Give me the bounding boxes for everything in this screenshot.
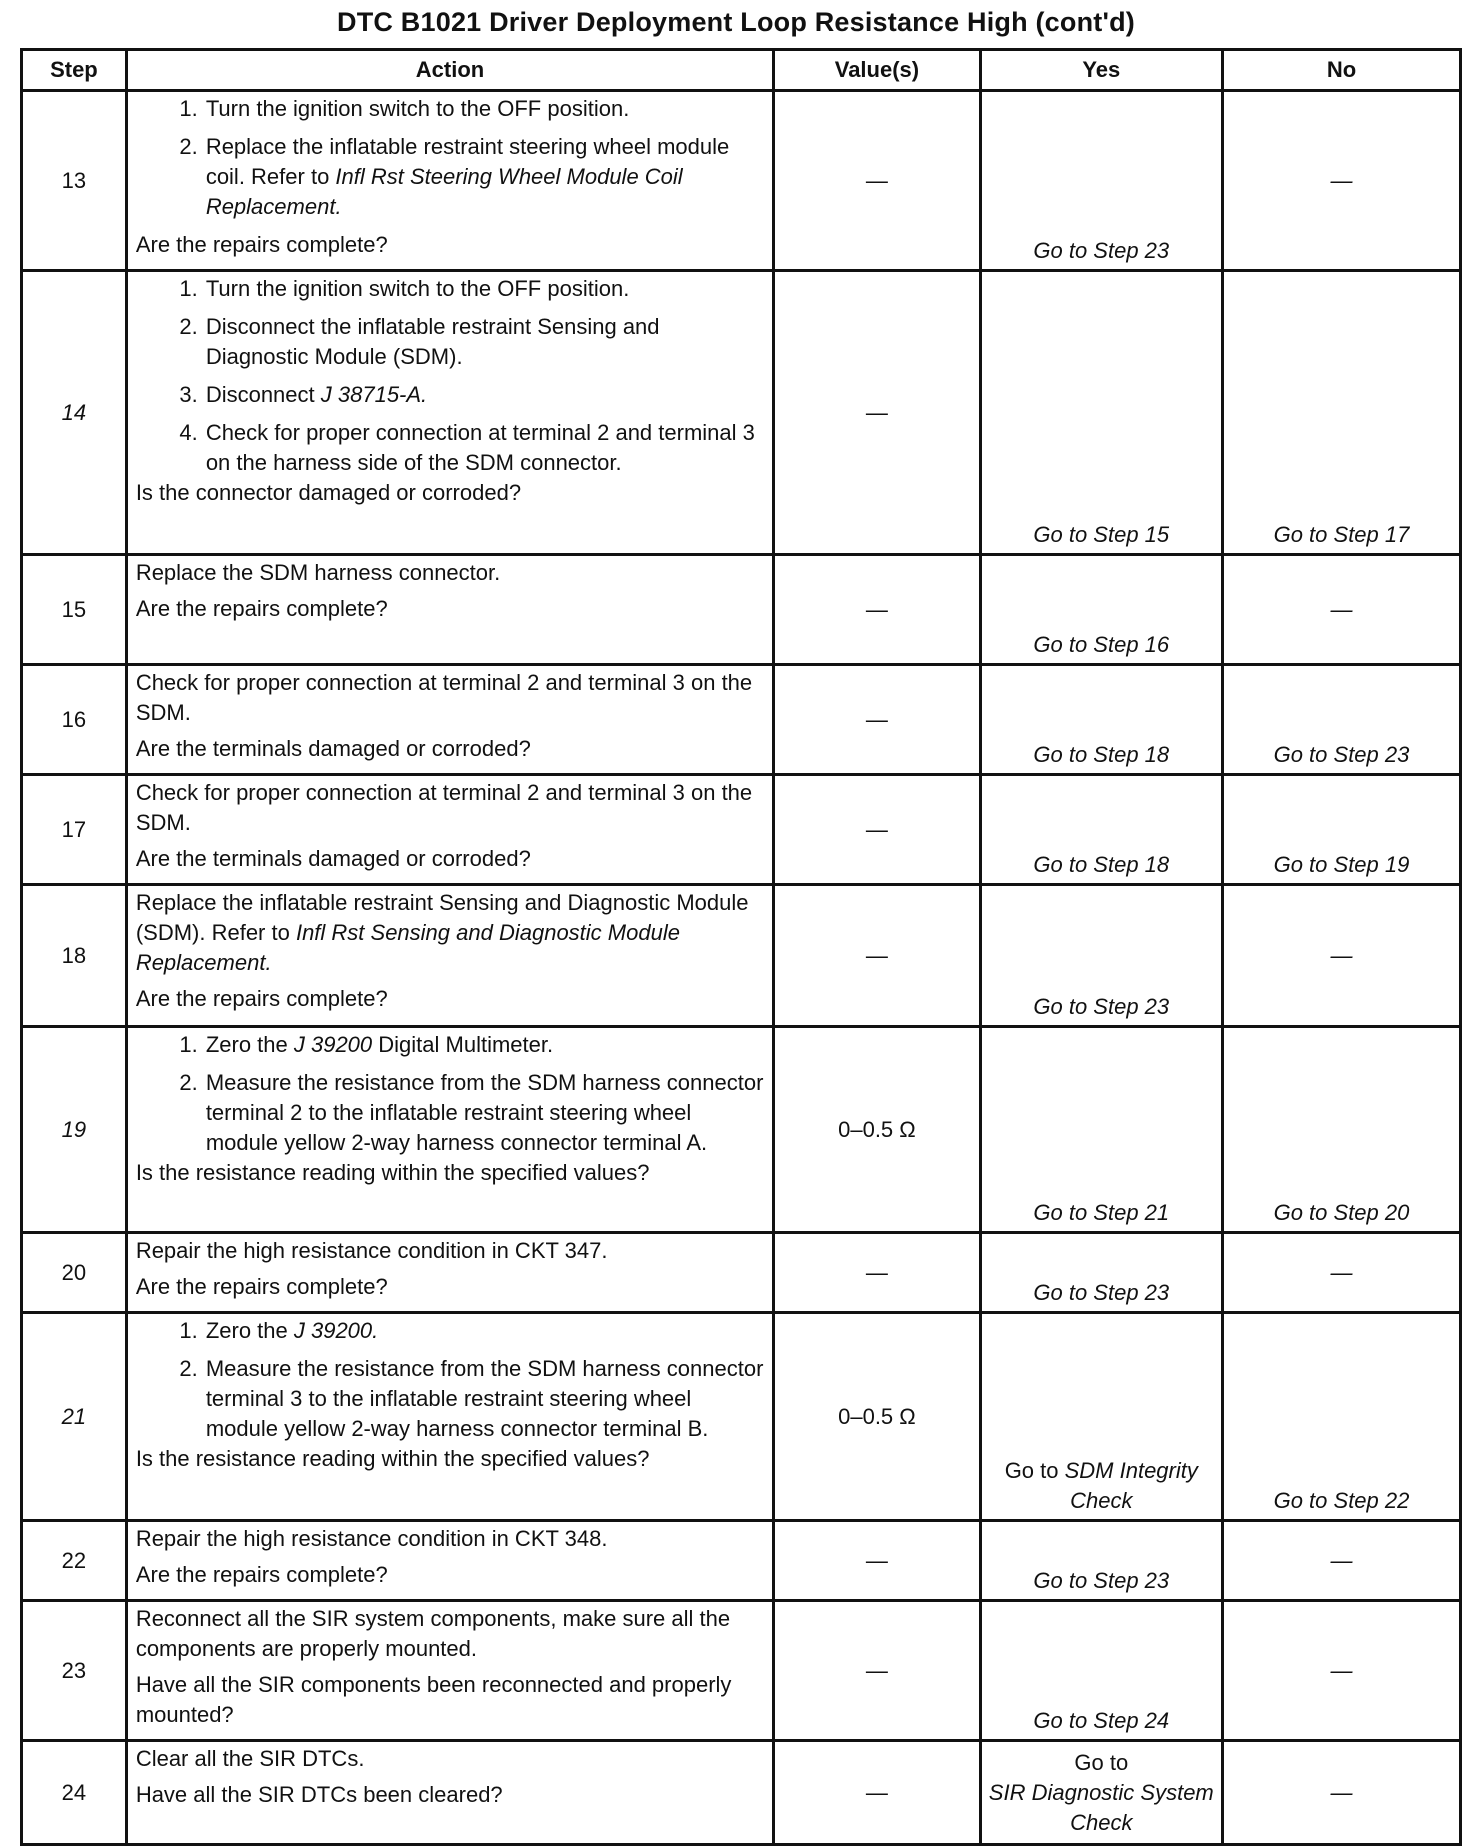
value-cell: —	[774, 91, 980, 271]
table-row	[22, 1027, 1461, 1233]
table-row	[22, 91, 1461, 271]
action-item: 1. Zero the J 39200 Digital Multimeter.	[204, 1030, 764, 1060]
no-cell: —	[1222, 1741, 1460, 1845]
table-row	[22, 1313, 1461, 1521]
step-number: 17	[22, 775, 127, 885]
reference-link: Infl Rst Steering Wheel Module Coil Replacement.	[205, 164, 683, 219]
yes-cell: Go to Step 18	[980, 665, 1222, 775]
yes-cell: Go to Step 21	[980, 1027, 1222, 1233]
step-number: 20	[22, 1233, 127, 1313]
step-number: 24	[22, 1741, 127, 1845]
step-number: 16	[22, 665, 127, 775]
table-row	[22, 1741, 1461, 1845]
table-row	[22, 1521, 1461, 1601]
yes-cell: Go to Step 18	[980, 775, 1222, 885]
action-cell	[126, 1521, 773, 1601]
action-item: 2. Disconnect the inflatable restraint Sensing and Diagnostic Module (SDM).	[204, 312, 764, 372]
question: Are the terminals damaged or corroded?	[135, 736, 531, 761]
question: Are the repairs complete?	[135, 1274, 388, 1299]
yes-cell: Go to Step 23	[980, 91, 1222, 271]
action-text: Reconnect all the SIR system components, make sure all the components are properly mounted.	[135, 1606, 731, 1661]
tool-reference: J 39200	[293, 1032, 373, 1057]
no-cell: —	[1222, 1233, 1460, 1313]
action-cell	[126, 1313, 773, 1521]
question: Are the repairs complete?	[135, 1562, 388, 1587]
action-cell	[126, 775, 773, 885]
action-cell	[126, 91, 773, 271]
yes-cell: Go to SDM Integrity Check	[980, 1313, 1222, 1521]
question: Are the terminals damaged or corroded?	[135, 846, 531, 871]
tool-reference: J 39200.	[293, 1318, 379, 1343]
value-cell: —	[774, 1233, 980, 1313]
question: Are the repairs complete?	[135, 232, 388, 257]
step-number: 19	[22, 1027, 127, 1233]
no-cell: Go to Step 19	[1222, 775, 1460, 885]
question: Is the resistance reading within the specified values?	[135, 1160, 650, 1185]
value-cell: —	[774, 271, 980, 555]
table-row	[22, 665, 1461, 775]
action-text: Replace the inflatable restraint Sensing and Diagnostic Module (SDM). Refer to Infl Rst Sensing and Diagnostic Module Replacement.	[135, 890, 749, 975]
action-cell	[126, 665, 773, 775]
step-number: 13	[22, 91, 127, 271]
action-item: 1. Turn the ignition switch to the OFF position.	[204, 274, 764, 304]
step-number: 23	[22, 1601, 127, 1741]
value-cell: —	[774, 555, 980, 665]
question: Is the resistance reading within the specified values?	[135, 1446, 650, 1471]
no-cell: —	[1222, 91, 1460, 271]
header-values: Value(s)	[774, 50, 980, 91]
step-number: 14	[22, 271, 127, 555]
action-text: Replace the SDM harness connector.	[135, 560, 501, 585]
action-cell	[126, 1741, 773, 1845]
action-item: 1. Turn the ignition switch to the OFF position.	[204, 94, 764, 124]
step-number: 15	[22, 555, 127, 665]
yes-cell: Go to Step 23	[980, 885, 1222, 1027]
action-text: Repair the high resistance condition in CKT 347.	[135, 1238, 608, 1263]
action-item: 2. Replace the inflatable restraint steering wheel module coil. Refer to Infl Rst Steering Wheel Module Coil Replacement.	[204, 132, 764, 222]
reference-link: Infl Rst Sensing and Diagnostic Module Replacement.	[135, 920, 680, 975]
table-row	[22, 271, 1461, 555]
yes-cell: Go to Step 23	[980, 1233, 1222, 1313]
action-text: Check for proper connection at terminal 2 and terminal 3 on the SDM.	[135, 670, 753, 725]
header-action: Action	[126, 50, 773, 91]
header-yes: Yes	[980, 50, 1222, 91]
no-cell: Go to Step 17	[1222, 271, 1460, 555]
no-cell: —	[1222, 1521, 1460, 1601]
question: Is the connector damaged or corroded?	[135, 480, 522, 505]
no-cell: Go to Step 23	[1222, 665, 1460, 775]
action-text: Repair the high resistance condition in CKT 348.	[135, 1526, 608, 1551]
header-row	[22, 50, 1461, 91]
value-cell: 0–0.5 Ω	[774, 1313, 980, 1521]
no-cell: —	[1222, 885, 1460, 1027]
tool-reference: J 38715-A.	[320, 382, 428, 407]
question: Are the repairs complete?	[135, 986, 388, 1011]
value-cell: —	[774, 1601, 980, 1741]
no-cell: —	[1222, 555, 1460, 665]
question: Are the repairs complete?	[135, 596, 388, 621]
value-cell: —	[774, 1741, 980, 1845]
action-cell	[126, 885, 773, 1027]
page-title: DTC B1021 Driver Deployment Loop Resistance High (cont'd)	[337, 7, 1135, 37]
header-no: No	[1222, 50, 1460, 91]
action-cell	[126, 1027, 773, 1233]
yes-cell: Go to Step 24	[980, 1601, 1222, 1741]
yes-cell: Go to Step 23	[980, 1521, 1222, 1601]
yes-cell: Go to SIR Diagnostic System Check	[980, 1741, 1222, 1845]
table-row	[22, 1233, 1461, 1313]
action-cell	[126, 555, 773, 665]
reference-link: SIR Diagnostic System Check	[988, 1779, 1214, 1835]
header-step: Step	[22, 50, 127, 91]
action-cell	[126, 271, 773, 555]
step-number: 22	[22, 1521, 127, 1601]
no-cell: Go to Step 20	[1222, 1027, 1460, 1233]
action-item: 3. Disconnect J 38715-A.	[204, 380, 764, 410]
action-text: Clear all the SIR DTCs.	[135, 1746, 365, 1771]
diagnostic-table	[20, 48, 1462, 1846]
action-item: 2. Measure the resistance from the SDM harness connector terminal 3 to the inflatable restraint steering wheel module yellow 2-way harness connector terminal B.	[204, 1354, 764, 1444]
reference-link: SDM Integrity Check	[1064, 1458, 1198, 1513]
yes-cell: Go to Step 16	[980, 555, 1222, 665]
value-cell: —	[774, 1521, 980, 1601]
value-cell: —	[774, 665, 980, 775]
action-item: 4. Check for proper connection at terminal 2 and terminal 3 on the harness side of the SDM connector.	[204, 418, 764, 478]
table-row	[22, 1601, 1461, 1741]
action-item: 2. Measure the resistance from the SDM harness connector terminal 2 to the inflatable restraint steering wheel module yellow 2-way harness connector terminal A.	[204, 1068, 764, 1158]
question: Have all the SIR components been reconnected and properly mounted?	[135, 1672, 732, 1727]
no-cell: Go to Step 22	[1222, 1313, 1460, 1521]
value-cell: 0–0.5 Ω	[774, 1027, 980, 1233]
value-cell: —	[774, 885, 980, 1027]
value-cell: —	[774, 775, 980, 885]
no-cell: —	[1222, 1601, 1460, 1741]
action-item: 1. Zero the J 39200.	[204, 1316, 764, 1346]
table-row	[22, 885, 1461, 1027]
question: Have all the SIR DTCs been cleared?	[135, 1782, 503, 1807]
step-number: 18	[22, 885, 127, 1027]
table-row	[22, 555, 1461, 665]
action-text: Check for proper connection at terminal 2 and terminal 3 on the SDM.	[135, 780, 753, 835]
step-number: 21	[22, 1313, 127, 1521]
table-row	[22, 775, 1461, 885]
yes-cell: Go to Step 15	[980, 271, 1222, 555]
action-cell	[126, 1601, 773, 1741]
action-cell	[126, 1233, 773, 1313]
